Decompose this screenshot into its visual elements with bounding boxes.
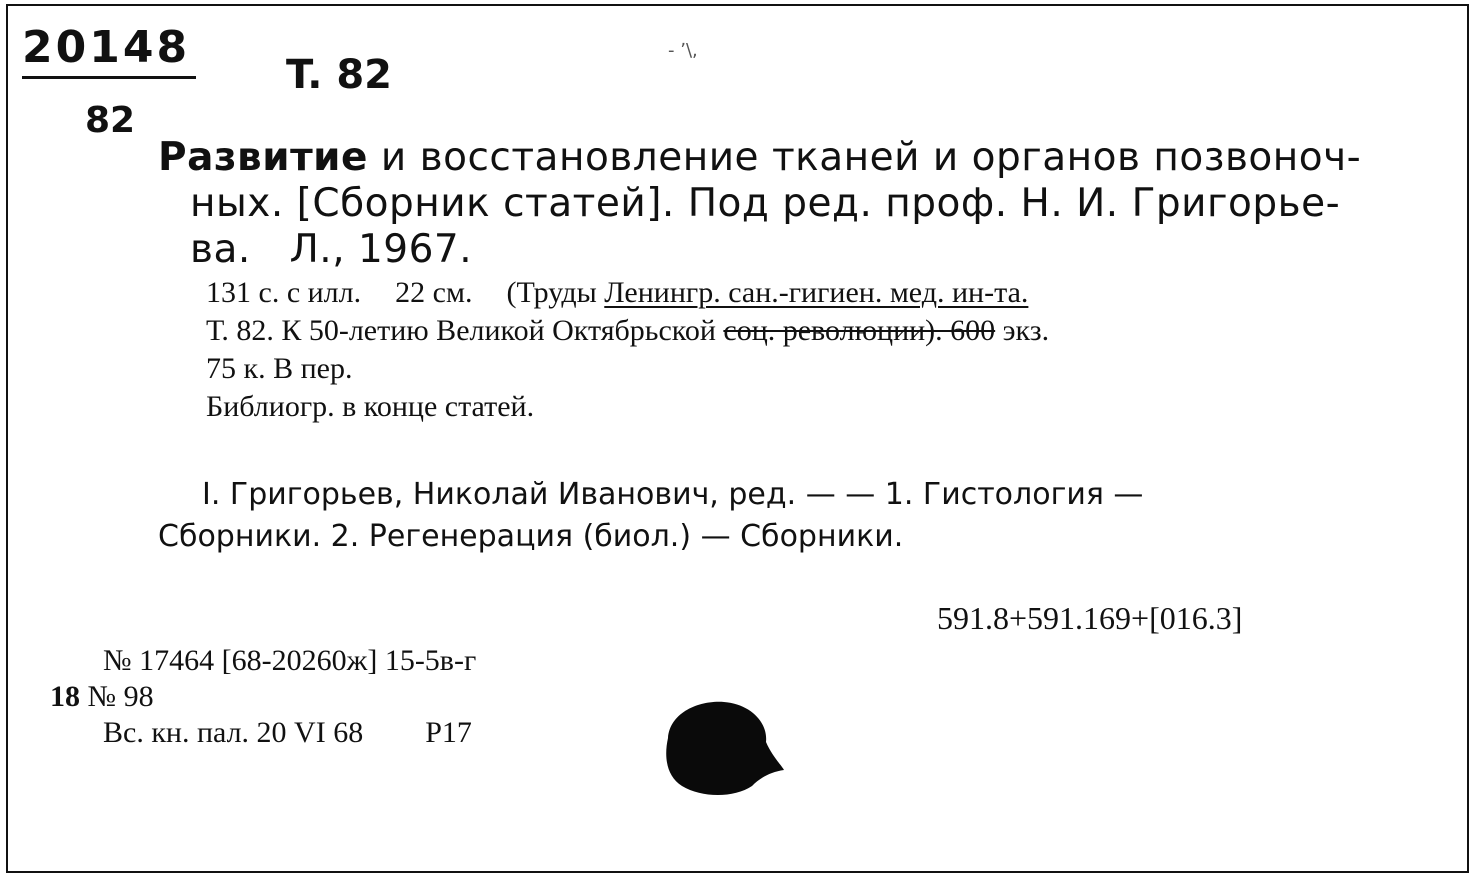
handwritten-volume-mark: T. 82 bbox=[286, 52, 392, 98]
bibliography-note: Библиогр. в конце статей. bbox=[206, 390, 535, 423]
series-open: (Труды bbox=[506, 276, 605, 309]
tracing-line-1: I. Григорьев, Николай Иванович, ред. — — 1. Гистология — bbox=[202, 477, 1144, 512]
faint-pencil-marks: - ʼ\, bbox=[668, 40, 698, 61]
handwritten-accession-number: 20148 bbox=[22, 20, 196, 79]
card-code: Р17 bbox=[425, 716, 472, 749]
tracing-line-2: Сборники. 2. Регенерация (биол.) — Сборники. bbox=[158, 519, 904, 554]
chamber-line bbox=[103, 716, 472, 750]
imprint-line-1 bbox=[206, 274, 1336, 312]
pages: 131 с. с илл. bbox=[206, 276, 362, 309]
chamber-text: Вс. кн. пал. 20 VI 68 bbox=[103, 716, 364, 749]
imprint-line-2 bbox=[206, 312, 1336, 350]
title-line-1 bbox=[158, 135, 1362, 181]
series-continuation: Т. 82. К 50-летию Великой Октябрьской bbox=[206, 314, 724, 347]
imprint-line-3: 75 к. В пер. bbox=[206, 352, 353, 385]
size: 22 см. bbox=[395, 276, 473, 309]
punch-hole bbox=[660, 698, 784, 798]
imprint-block bbox=[206, 274, 1336, 426]
classification-index: 591.8+591.169+[016.3] bbox=[937, 600, 1243, 636]
copies-suffix: экз. bbox=[995, 314, 1050, 347]
tracings-block bbox=[158, 474, 1338, 558]
title-line-1-rest: и восстановление тканей и органов позвоноч- bbox=[367, 135, 1362, 180]
title-line-3: ва. Л., 1967. bbox=[190, 227, 473, 272]
batch-number bbox=[50, 680, 154, 714]
batch-prefix: 18 bbox=[50, 680, 80, 713]
struck-text: соц. революции). 600 bbox=[723, 314, 996, 347]
handwritten-number: 82 bbox=[85, 100, 136, 141]
title-line-2: ных. [Сборник статей]. Под ред. проф. Н. И. Григорье- bbox=[190, 181, 1341, 226]
order-number: № 17464 [68-20260ж] 15-5в-г bbox=[103, 644, 477, 677]
series-institute: Ленингр. сан.-гигиен. мед. ин-та. bbox=[604, 276, 1029, 309]
title-statement bbox=[158, 135, 1362, 273]
title-main-word: Развитие bbox=[158, 135, 368, 180]
batch-value: № 98 bbox=[80, 680, 154, 713]
